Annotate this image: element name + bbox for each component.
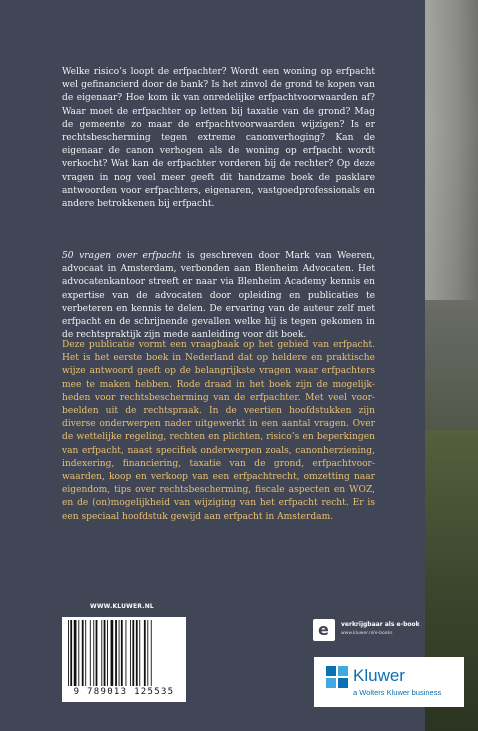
- kluwer-name: Kluwer: [353, 666, 405, 685]
- isbn-digits: 9 789013 125535: [73, 687, 175, 697]
- kluwer-logo-box: [314, 657, 464, 707]
- ebook-line2: www.kluwer.nl/e-books: [341, 631, 393, 636]
- barcode-graphic: [66, 620, 182, 686]
- intro-paragraph: Welke risico’s loopt de erfpachter? Wordt een woning op erfpacht wel gefinancierd door de bank? Is het zinvol de grond te kopen van de eigenaar? Hoe kom ik van onredelijke erfpachtvoorwaarden af? Waar moet de erfpachter op letten bij taxatie van de grond? Mag de gemeente zo maar de erfpachtvoorwaarden wijzigen? Is er rechtsbescherming tegen extreme canonverhoging? Kan de eigenaar de canon verhogen als de woning op erfpacht wordt verkocht? Wat kan de erfpachter vorderen bij de rechter? Op deze vragen in nog veel meer geeft dit handzame boek de pasklare antwoorden voor erfpachters, eigenaren, vastgoedprofessionals en andere betrokkenen bij erfpacht.: [62, 67, 375, 210]
- publication-description: Deze publicatie vormt een vraagbaak op het gebied van erfpacht. Het is het eerste boek in Nederland dat op heldere en praktische wijze antwoord geeft op de belangrijkste vragen waar erfpachters mee te maken hebben. Rode draad in het boek zijn de mogelijkheden voor rechtsbescherming van de erfpachter. Met veel voorbeelden uit de rechtspraak. In de veertien hoofdstukken zijn diverse onderwerpen nader uitgewerkt in een aantal vragen. Over de wettelijke regeling, rechten en plichten, risico’s en beperkingen van erfpacht, naast specifiek onderwerpen zoals, canonherziening, indexering, financiering, taxatie van de grond, erfpachtvoorwaarden, koop en verkoop van een erfpachtrecht, omzetting naar eigendom, tips over rechtsbescherming, fiscale aspecten en WOZ, en de (on)mogelijkheid van wijziging van het erfpacht recht. Er is een speciaal hoofdstuk gewijd aan erfpacht in Amsterdam.: [62, 340, 375, 522]
- ebook-line1: verkrijgbaar als e-book: [341, 621, 420, 628]
- cover-photo-strip: [425, 0, 478, 731]
- kluwer-logo-icon: [326, 666, 348, 688]
- ebook-notice: [313, 619, 433, 643]
- e-book-icon: [313, 619, 335, 641]
- author-paragraph: [62, 250, 375, 342]
- publisher-website: WWW.KLUWER.NL: [90, 603, 154, 610]
- kluwer-tagline: a Wolters Kluwer business: [353, 688, 442, 697]
- author-paragraph-body: is geschreven door Mark van Weeren, advocaat in Amsterdam, verbonden aan Blenheim Advocaten. Het advocatenkantoor streeft er naar via Blenheim Academy kennis en expertise van de advocaten door opleiding en publicaties te verbeteren en kennis te delen. De ervaring van de auteur zelf met erfpacht en de schrijnende gevallen welke hij is tegen gekomen in de rechtspraktijk zijn mede aanleiding voor dit boek.: [62, 251, 375, 341]
- barcode-box: [62, 617, 186, 702]
- e-book-icon-letter: e: [318, 620, 329, 639]
- book-title-inline: 50 vragen over erfpacht: [62, 251, 182, 261]
- photo-sky: [425, 0, 478, 300]
